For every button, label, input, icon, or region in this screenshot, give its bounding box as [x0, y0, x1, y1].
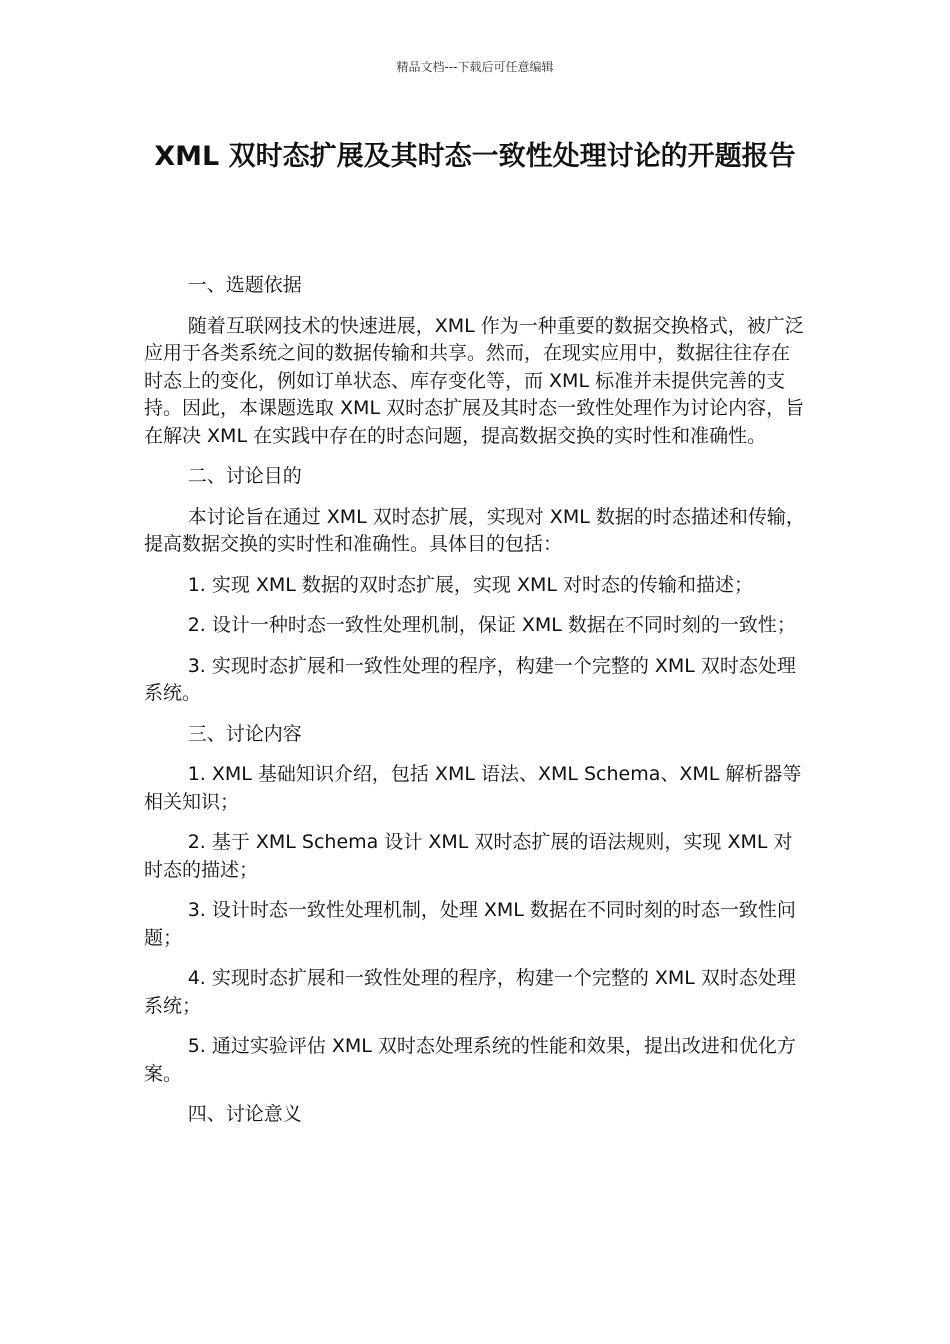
section-heading-basis: 一、选题依据 [187, 274, 302, 296]
list-item-purpose-2: 2. 设计一种时态一致性处理机制，保证 XML 数据在不同时刻的一致性； [187, 614, 796, 636]
document-body [144, 272, 808, 1142]
list-item-purpose-1: 1. 实现 XML 数据的双时态扩展，实现 XML 对时态的传输和描述； [187, 573, 754, 596]
section-heading-purpose: 二、讨论目的 [187, 465, 302, 487]
list-item-content-5: 5. 通过实验评估 XML 双时态处理系统的性能和效果，提出改进和优化方案。 [144, 1035, 796, 1085]
header-note: 精品文档---下载后可任意编辑 [396, 60, 554, 74]
document-title: XML 双时态扩展及其时态一致性处理讨论的开题报告 [154, 141, 796, 172]
list-item-content-3: 3. 设计时态一致性处理机制，处理 XML 数据在不同时刻的时态一致性问题； [144, 899, 796, 949]
section-heading-significance: 四、讨论意义 [187, 1103, 302, 1125]
list-item-content-2: 2. 基于 XML Schema 设计 XML 双时态扩展的语法规则，实现 XML 对时态的描述； [144, 831, 793, 881]
paragraph-purpose: 本讨论旨在通过 XML 双时态扩展，实现对 XML 数据的时态描述和传输，提高数据交换的实时性和准确性。具体目的包括： [144, 505, 805, 555]
section-heading-content: 三、讨论内容 [187, 722, 302, 745]
list-item-content-1: 1. XML 基础知识介绍，包括 XML 语法、XML Schema、XML 解析器等相关知识； [144, 763, 802, 813]
list-item-purpose-3: 3. 实现时态扩展和一致性处理的程序，构建一个完整的 XML 双时态处理系统。 [144, 654, 796, 704]
paragraph-basis: 随着互联网技术的快速进展，XML 作为一种重要的数据交换格式，被广泛应用于各类系统之间的数据传输和共享。然而，在现实应用中，数据往往存在时态上的变化，例如订单状态、库存变化等，而 XML 标准并未提供完善的支持。因此，本课题选取 XML 双时态扩展及其时态一致性处理作为讨论内容，旨在解决 XML 在实践中存在的时态问题，提高数据交换的实时性和准确性。 [144, 314, 805, 447]
list-item-content-4: 4. 实现时态扩展和一致性处理的程序，构建一个完整的 XML 双时态处理系统； [144, 967, 796, 1017]
